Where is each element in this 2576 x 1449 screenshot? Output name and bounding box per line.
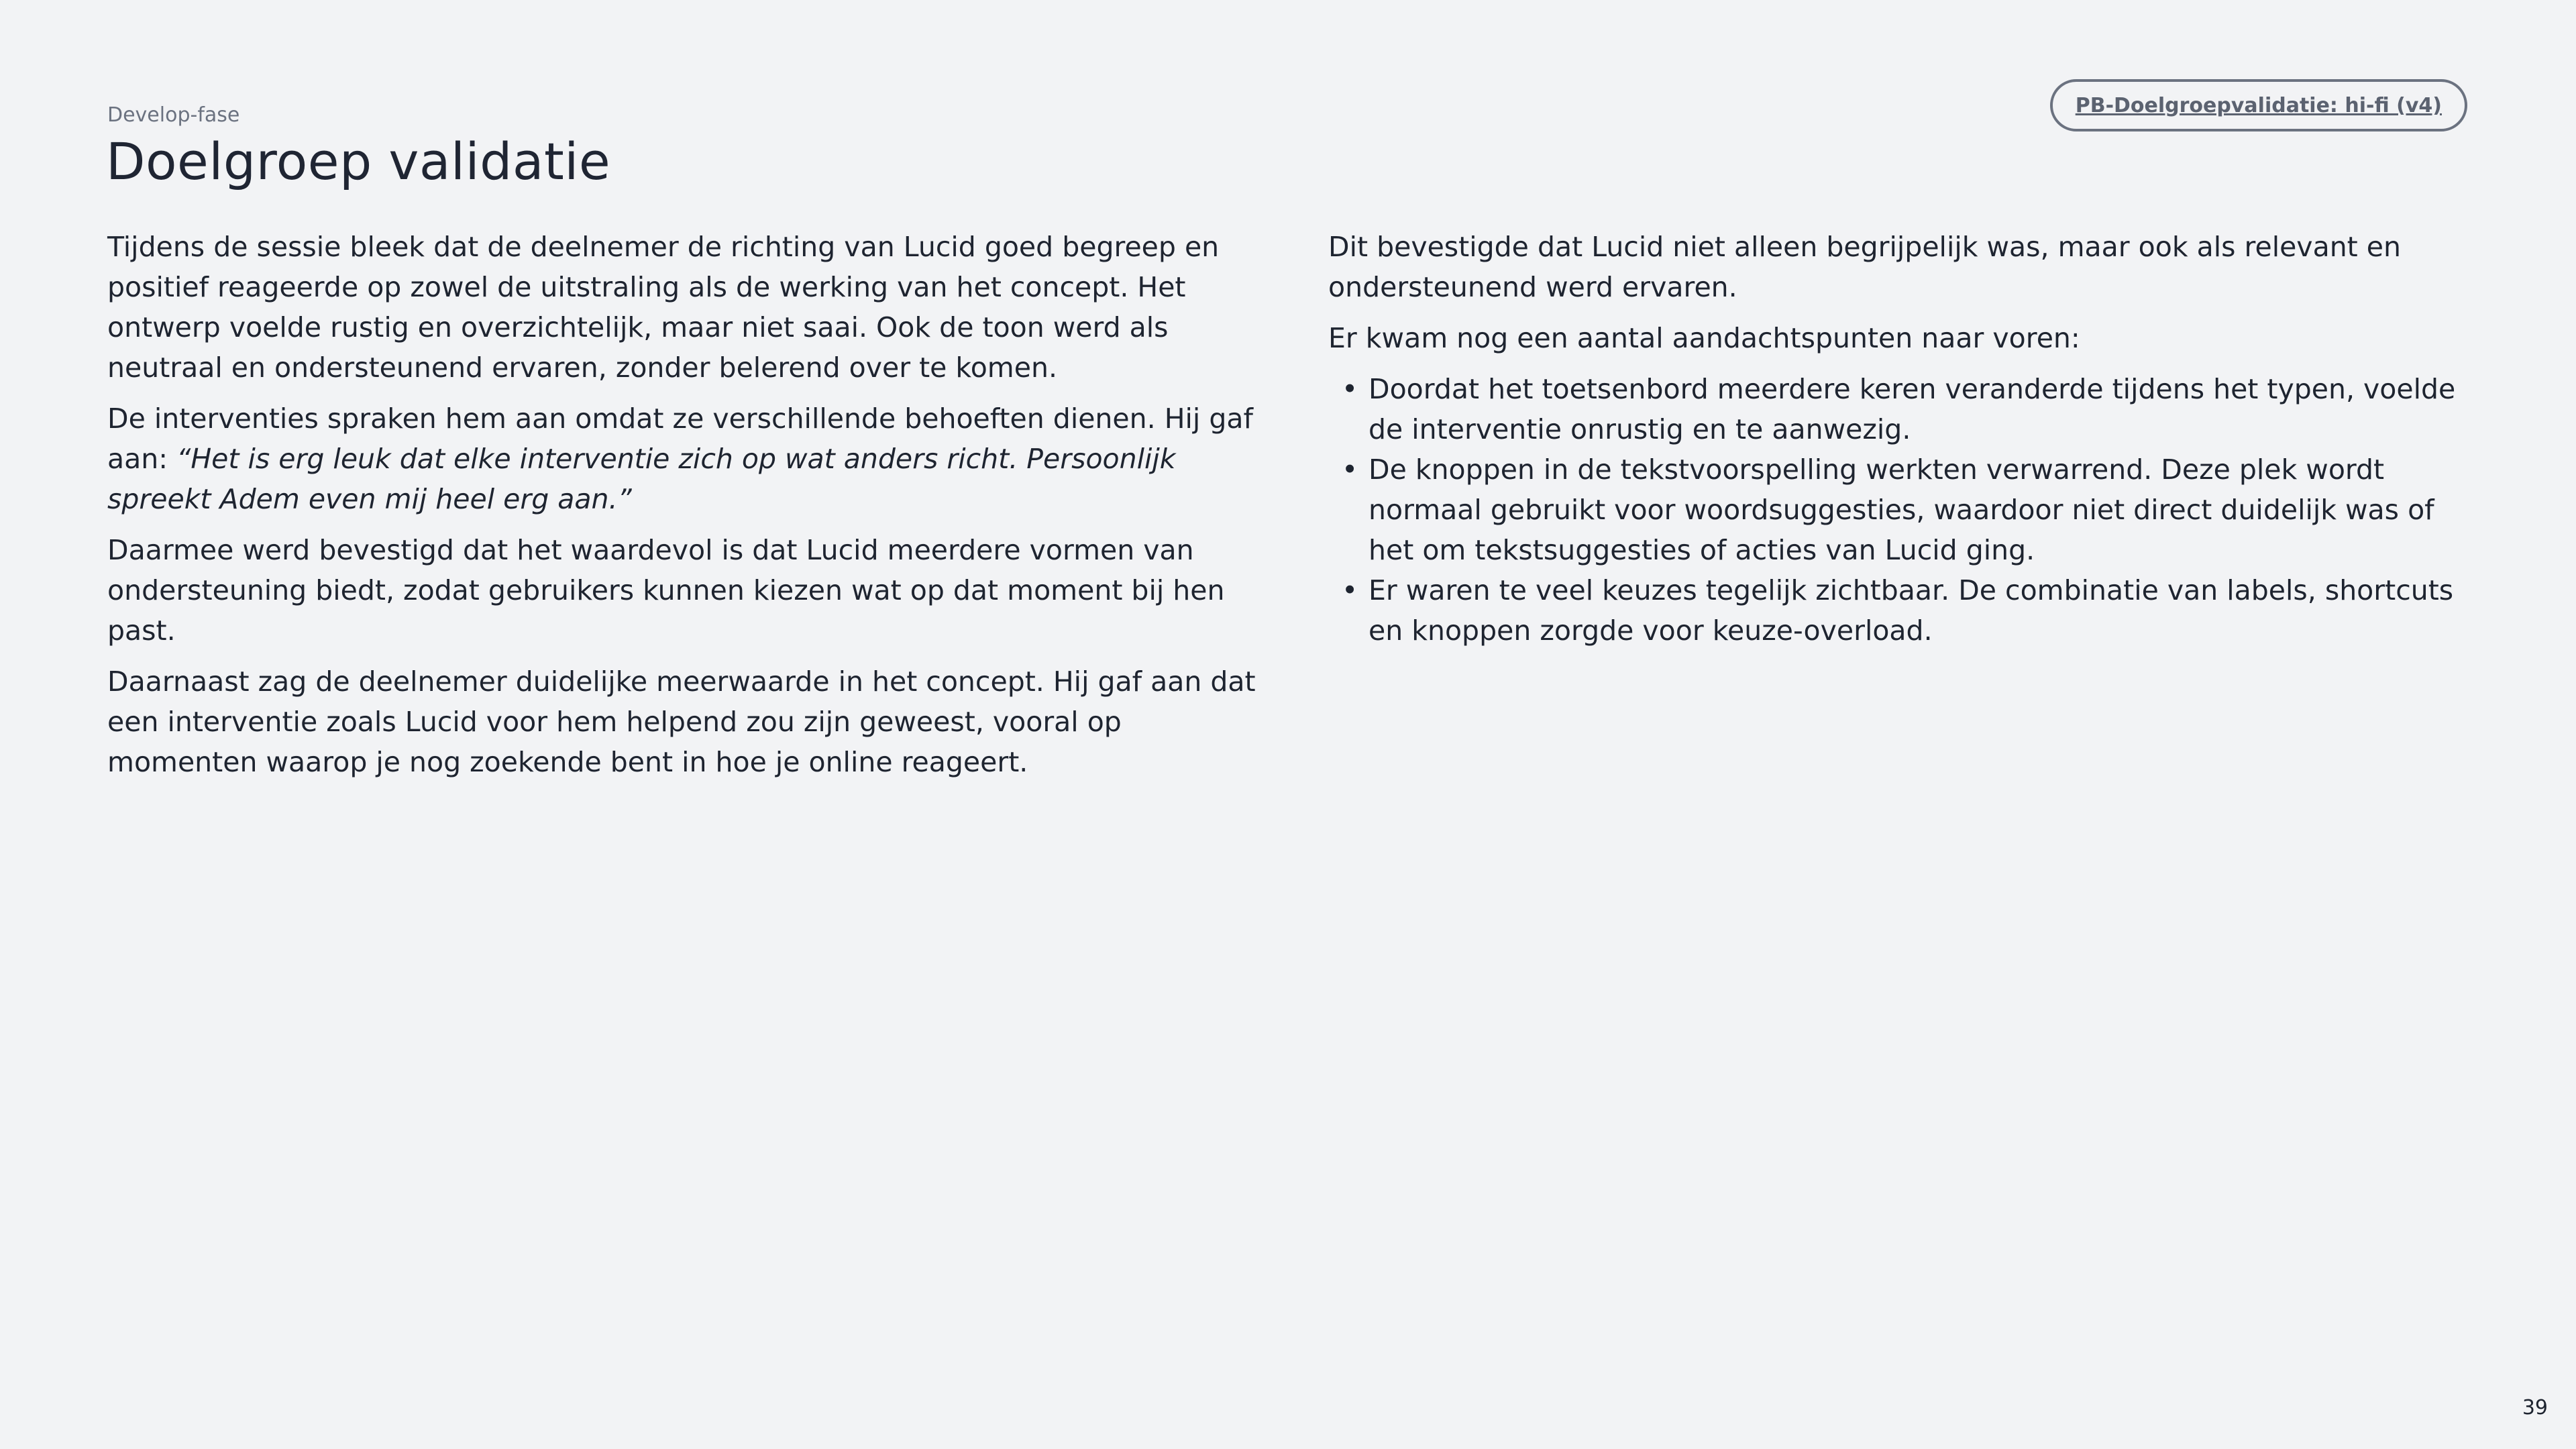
bullet-icon: • xyxy=(1342,453,1358,486)
paragraph-added-value: Daarnaast zag de deelnemer duidelijke meerwaarde in het concept. Hij gaf aan dat een interventie zoals Lucid voor hem helpend zou zijn geweest, vooral op momenten waarop je nog zoekende bent in hoe je online reageert. xyxy=(107,665,1256,778)
right-column xyxy=(1328,227,2482,651)
page-title: Doelgroep validatie xyxy=(106,131,611,191)
bullet-icon: • xyxy=(1342,373,1358,405)
participant-quote: “Het is erg leuk dat elke interventie zich op wat anders richt. Persoonlijk spreekt Adem even mij heel erg aan.” xyxy=(107,443,1176,515)
left-column xyxy=(107,227,1261,793)
list-item-text: De knoppen in de tekstvoorspelling werkten verwarrend. Deze plek wordt normaal gebruikt voor woordsuggesties, waardoor niet direct duidelijk was of het om tekstsuggesties of acties van Lucid ging. xyxy=(1368,453,2434,566)
paragraph-relevance: Dit bevestigde dat Lucid niet alleen begrijpelijk was, maar ook als relevant en ondersteunend werd ervaren. xyxy=(1328,231,2401,303)
list-item xyxy=(1328,369,2482,449)
section-label: Develop-fase xyxy=(107,103,240,127)
paragraph-session-findings: Tijdens de sessie bleek dat de deelnemer de richting van Lucid goed begreep en positief reageerde op zowel de uitstraling als de werking van het concept. Het ontwerp voelde rustig en overzichtelijk, maar niet saai. Ook de toon werd als neutraal en ondersteunend ervaren, zonder belerend over te komen. xyxy=(107,231,1220,384)
list-item-text: Doordat het toetsenbord meerdere keren veranderde tijdens het typen, voelde de interventie onrustig en te aanwezig. xyxy=(1368,373,2456,445)
page-number: 39 xyxy=(2522,1396,2548,1419)
attention-points-list xyxy=(1328,369,2482,651)
reference-link-button[interactable]: PB-Doelgroepvalidatie: hi-fi (v4) xyxy=(2050,79,2467,131)
paragraph-attention-points-intro: Er kwam nog een aantal aandachtspunten naar voren: xyxy=(1328,322,2080,354)
paragraph-interventions xyxy=(107,398,1261,519)
bullet-icon: • xyxy=(1342,574,1358,606)
list-item xyxy=(1328,570,2482,651)
list-item xyxy=(1328,449,2482,570)
paragraph-interventions-intro: De interventies spraken hem aan omdat ze verschillende behoeften dienen. Hij gaf aan: xyxy=(107,402,1253,475)
list-item-text: Er waren te veel keuzes tegelijk zichtbaar. De combinatie van labels, shortcuts en knoppen zorgde voor keuze-overload. xyxy=(1368,574,2454,647)
paragraph-confirmation: Daarmee werd bevestigd dat het waardevol is dat Lucid meerdere vormen van ondersteuning biedt, zodat gebruikers kunnen kiezen wat op dat moment bij hen past. xyxy=(107,534,1225,647)
